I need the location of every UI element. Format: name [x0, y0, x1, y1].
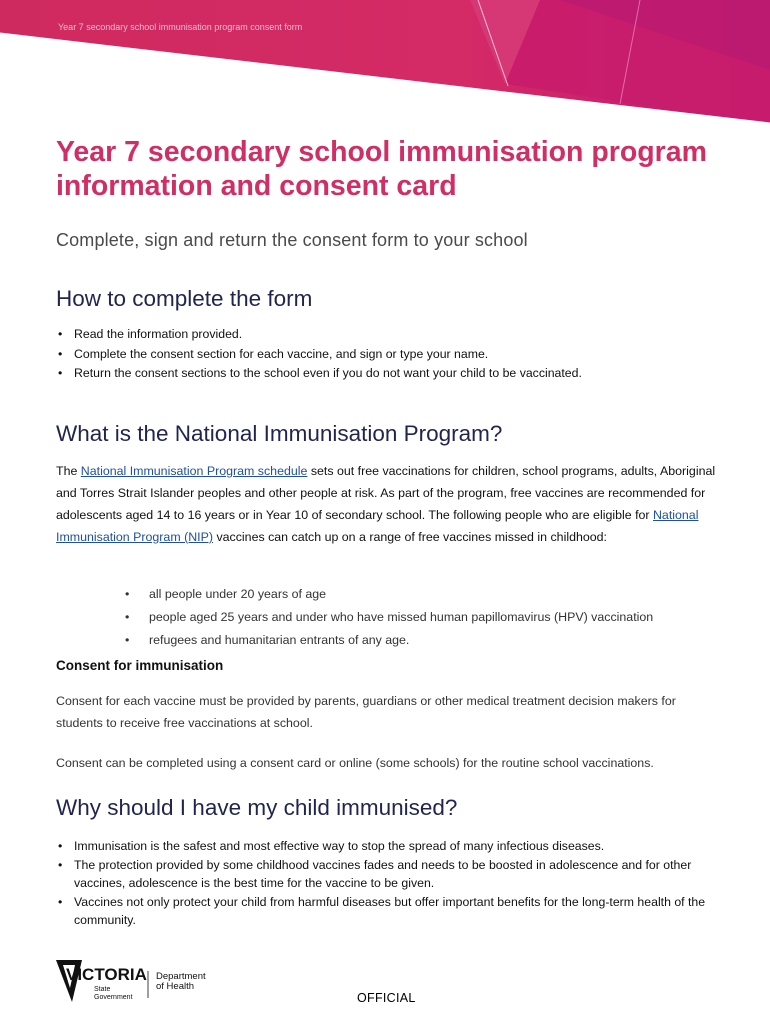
list-item: • Immunisation is the safest and most effective way to stop the spread of many infectious diseases.	[56, 837, 716, 856]
victoria-government-logo	[56, 958, 226, 1008]
list-item: • The protection provided by some childhood vaccines fades and needs to be boosted in adolescence and for other vaccines, adolescence is the best time for the vaccine to be given.	[56, 856, 716, 893]
nip-text-3: vaccines can catch up on a range of free vaccines missed in childhood:	[213, 530, 607, 544]
logo-government: Government	[94, 994, 133, 1001]
logo-wordmark: VICTORIA	[66, 965, 147, 984]
how-to-list	[56, 325, 582, 384]
how-to-heading: How to complete the form	[56, 286, 313, 311]
running-header: Year 7 secondary school immunisation program consent form	[58, 22, 303, 32]
consent-paragraph-1: Consent for each vaccine must be provided by parents, guardians or other medical treatment decision makers for students to receive free vaccinations at school.	[56, 694, 676, 730]
nip-program-link[interactable]: National Immunisation Program (NIP)	[56, 508, 699, 544]
eligible-list	[122, 583, 653, 652]
nip-heading: What is the National Immunisation Program?	[56, 421, 503, 446]
list-item: • all people under 20 years of age	[122, 583, 653, 606]
consent-heading: Consent for immunisation	[56, 658, 224, 673]
why-heading: Why should I have my child immunised?	[56, 795, 458, 820]
logo-state: State	[94, 986, 111, 993]
classification-label: OFFICIAL	[357, 991, 416, 1005]
dept-line-1: Department	[156, 971, 206, 982]
dept-line-2: of Health	[156, 981, 195, 992]
nip-paragraph	[56, 460, 726, 548]
list-item: • Return the consent sections to the school even if you do not want your child to be vaccinated.	[56, 364, 582, 384]
why-list	[56, 837, 716, 930]
header-banner	[0, 0, 770, 130]
list-item: • refugees and humanitarian entrants of any age.	[122, 629, 653, 652]
list-item: • Vaccines not only protect your child from harmful diseases but offer important benefits for the long-term health of the community.	[56, 893, 716, 930]
list-item: • Complete the consent section for each vaccine, and sign or type your name.	[56, 345, 582, 365]
nip-schedule-link[interactable]: National Immunisation Program schedule	[80, 464, 308, 478]
nip-text-1: The	[56, 464, 81, 478]
list-item: • people aged 25 years and under who have missed human papillomavirus (HPV) vaccination	[122, 606, 653, 629]
consent-paragraph-2: Consent can be completed using a consent card or online (some schools) for the routine school vaccinations.	[56, 756, 654, 770]
nip-text-2: sets out free vaccinations for children, school programs, adults, Aboriginal and Torres Strait Islander peoples and other people at risk. As part of the program, free vaccines are recommended for adolescents aged 14 to 16 years or in Year 10 of secondary school. The following people who are eligible for	[56, 464, 716, 522]
page-subtitle: Complete, sign and return the consent form to your school	[56, 230, 528, 250]
list-item: • Read the information provided.	[56, 325, 582, 345]
page-title: Year 7 secondary school immunisation program information and consent card	[56, 136, 707, 202]
